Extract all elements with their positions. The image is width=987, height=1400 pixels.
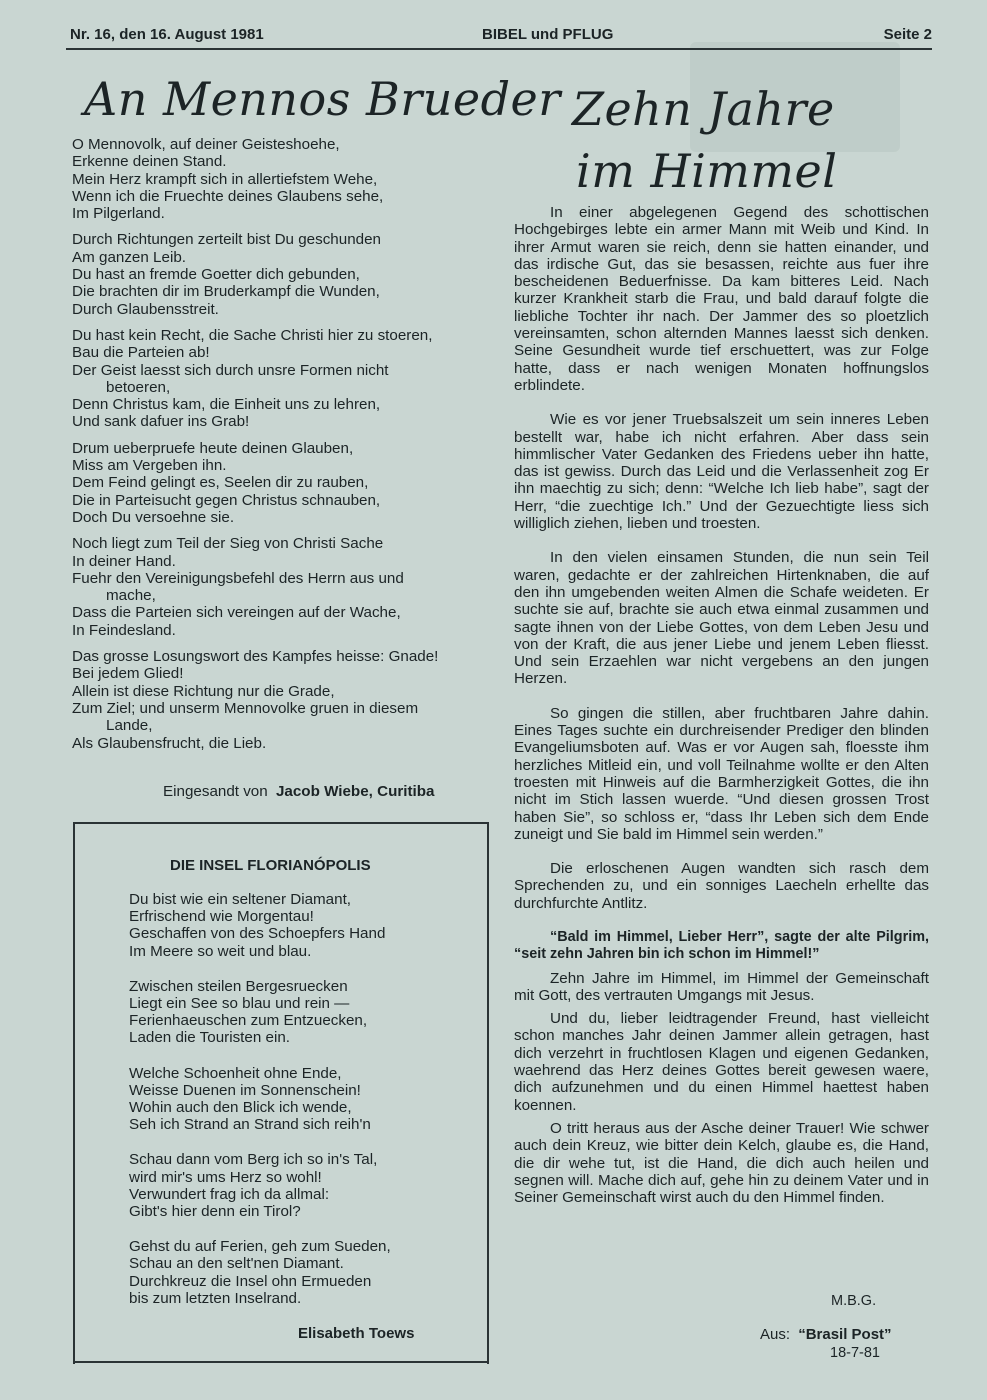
poem1-line: Der Geist laesst sich durch unsre Formen nicht <box>72 361 389 379</box>
poem2-line: Im Meere so weit und blau. <box>129 942 312 960</box>
poem1-body <box>72 136 492 761</box>
poem1-line: Denn Christus kam, die Einheit uns zu lehren, <box>72 396 381 414</box>
poem1-line: Du hast an fremde Goetter dich gebunden, <box>72 266 360 284</box>
poem2-author: Elisabeth Toews <box>298 1325 415 1342</box>
poem1-stanza <box>72 535 492 639</box>
sent-author: Jacob Wiebe, Curitiba <box>275 783 435 800</box>
poem1-line: Das grosse Losungswort des Kampfes heisse: Gnade! <box>72 648 439 666</box>
poem2-line: Erfrischend wie Morgentau! <box>129 908 314 926</box>
poem1-stanza <box>72 648 492 752</box>
poem1-line: Wenn ich die Fruechte deines Glaubens sehe, <box>72 187 384 205</box>
poem2-stanza <box>129 978 469 1047</box>
poem1-line: Und sank dafuer ins Grab! <box>72 413 250 431</box>
poem1-line: Doch Du versoehne sie. <box>72 508 235 526</box>
poem1-stanza <box>72 231 492 317</box>
poem2-stanza <box>129 1238 469 1307</box>
poem2-line: Schau an den selt'nen Diamant. <box>129 1255 344 1273</box>
article-paragraph: O tritt heraus aus der Asche deiner Trauer! Wie schwer auch dein Kreuz, wie bitter dein Kelch, glaube es, die Hand, die dir wehe tut, ist die Hand, die dich auch heilen und segnen will. Mache dich auf, gehe hin zu deinem Vater und in Seiner Gemeinschaft wirst auch du den Himmel finden. <box>514 1119 929 1207</box>
poem2-line: Laden die Touristen ein. <box>129 1029 290 1047</box>
article-paragraph: Die erloschenen Augen wandten sich rasch dem Sprechenden zu, und ein sonniges Laecheln erhellte das durchfurchte Antlitz. <box>514 860 929 912</box>
article-body <box>514 204 929 1212</box>
poem2-line: Welche Schoenheit ohne Ende, <box>129 1064 342 1082</box>
poem2-stanza <box>129 1151 469 1220</box>
poem1-line: Als Glaubensfrucht, die Lieb. <box>72 734 267 752</box>
poem1-title: An Mennos Brueder <box>84 72 561 126</box>
poem2-line: Du bist wie ein seltener Diamant, <box>129 891 352 908</box>
page-number: Seite 2 <box>883 26 932 43</box>
poem1-line: Am ganzen Leib. <box>72 248 186 266</box>
source-label: Aus: <box>760 1326 791 1343</box>
article-paragraph: In einer abgelegenen Gegend des schottischen Hochgebirges lebte ein armer Mann mit Weib und Kind. In ihrer Armut waren sie reich, denn sie hatten einander, und das irdische Gut, das sie besassen, reichte aus fuer ihre bescheidenen Beduerfnisse. Da kam bitteres Leid. Nach kurzer Krankheit starb die Frau, und bald darauf folgte die liebliche Tochter ihr nach. Der Jammer des so ploetzlich vereinsamten, schon alternden Mannes laesst sich denken. Seine Gesundheit wurde tief erschuettert, was zur Folge hatte, dass er nach wenigen Monaten hoffnungslos erblindete. <box>514 204 929 394</box>
poem2-line: Wohin auch den Blick ich wende, <box>129 1099 352 1117</box>
article-title-line2: im Himmel <box>576 144 838 198</box>
paper-name: BIBEL und PFLUG <box>482 26 614 43</box>
poem2-line: Seh ich Strand an Strand sich reih'n <box>129 1116 371 1134</box>
poem1-stanza <box>72 327 492 431</box>
poem1-line: Mein Herz krampft sich in allertiefstem Wehe, <box>72 170 378 188</box>
poem1-line: Allein ist diese Richtung nur die Grade, <box>72 682 335 700</box>
article-paragraph: Zehn Jahre im Himmel, im Himmel der Gemeinschaft mit Gott, des vertrauten Umgangs mit Jesus. <box>514 969 929 1004</box>
poem2-line: Verwundert frag ich da allmal: <box>129 1185 330 1203</box>
poem2-line: Geschaffen von des Schoepfers Hand <box>129 925 386 943</box>
source-name: “Brasil Post” <box>798 1326 892 1343</box>
poem1-stanza <box>72 440 492 526</box>
poem2-line: Gibt's hier denn ein Tirol? <box>129 1203 301 1221</box>
poem1-line: Dass die Parteien sich vereingen auf der Wache, <box>72 604 401 622</box>
poem1-line: In deiner Hand. <box>72 552 176 570</box>
poem2-title: DIE INSEL FLORIANÓPOLIS <box>170 857 371 874</box>
article-paragraph: So gingen die stillen, aber fruchtbaren Jahre dahin. Eines Tages suchte ein durchreisender Prediger den blinden Evangeliumsboten auf. Was er vor Augen sah, floesste ihm herzliches Mitleid ein, und voll Teilnahme wollte er den Alten troesten mit Hinweis auf die Barmherzigkeit Gottes, die ihn nicht im Stich lassen wuerde. “Und diesen grossen Trost haben Sie”, so schloss er, “dass Ihr Leben sich dem Ende zuneigt und Sie bald im Himmel sein werden.” <box>514 704 929 843</box>
poem1-line: Durch Richtungen zerteilt bist Du geschunden <box>72 231 381 249</box>
poem1-line: Zum Ziel; und unserm Mennovolke gruen in diesem <box>72 699 419 717</box>
poem1-line: Durch Glaubensstreit. <box>72 300 219 318</box>
header-rule <box>66 48 932 50</box>
poem1-line: In Feindesland. <box>72 621 176 639</box>
poem1-line: Noch liegt zum Teil der Sieg von Christi Sache <box>72 535 384 553</box>
poem2-box-bottom-rule <box>73 1361 489 1363</box>
poem1-line: O Mennovolk, auf deiner Geisteshoehe, <box>72 136 340 153</box>
poem2-stanza <box>129 1065 469 1134</box>
article-source <box>760 1326 892 1343</box>
article-paragraph: Wie es vor jener Truebsalszeit um sein inneres Leben bestellt war, habe ich nicht erfahren. Aber dass sein himmlischer Vater Gedanken des Friedens ueber ihn hatte, das ist gewiss. Durch das Leid und die Verlassenheit zog Er ihn maechtig zu sich; denn: “Welche Ich lieb habe”, sagt der Herr, “die zuechtige Ich.” Und der Gezuechtigte liess sich williglich ziehen, lieben und troesten. <box>514 411 929 533</box>
poem2-body <box>129 891 469 1325</box>
article-initials: M.B.G. <box>831 1293 877 1309</box>
source-date: 18-7-81 <box>830 1345 880 1361</box>
poem1-line: Bau die Parteien ab! <box>72 344 210 362</box>
sent-label: Eingesandt von <box>163 783 268 800</box>
article-quote: “Bald im Himmel, Lieber Herr”, sagte der alte Pilgrim, “seit zehn Jahren bin ich schon im Himmel!” <box>514 928 929 963</box>
poem1-line: Du hast kein Recht, die Sache Christi hier zu stoeren, <box>72 326 433 344</box>
poem2-line: bis zum letzten Inselrand. <box>129 1289 302 1307</box>
page-header <box>70 24 932 46</box>
poem1-stanza <box>72 136 492 222</box>
poem1-line: Dem Feind gelingt es, Seelen dir zu rauben, <box>72 474 369 492</box>
poem1-line: Die brachten dir im Bruderkampf die Wunden, <box>72 283 380 301</box>
poem1-line: Fuehr den Vereinigungsbefehl des Herrn aus und <box>72 569 404 587</box>
poem1-line: Lande, <box>106 717 153 735</box>
poem1-line: Erkenne deinen Stand. <box>72 153 227 171</box>
poem1-line: Im Pilgerland. <box>72 205 165 223</box>
poem2-line: wird mir's ums Herz so wohl! <box>129 1168 322 1186</box>
poem1-line: Miss am Vergeben ihn. <box>72 457 227 475</box>
poem1-line: Drum ueberpruefe heute deinen Glauben, <box>72 439 354 457</box>
poem2-line: Gehst du auf Ferien, geh zum Sueden, <box>129 1238 391 1256</box>
article-paragraph: In den vielen einsamen Stunden, die nun sein Teil waren, gedachte er der zahlreichen Hirtenknaben, die auf den ihn umgebenden weiten Almen die Schafe weideten. Er suchte sie auf, brachte sie auch etwa einmal zusammen und sagte ihnen von der Liebe Gottes, von dem Leben Jesu und von der Kraft, die aus jener Liebe und jenem Leben fliesst. Und sein Erzaehlen war nicht vergebens an den jungen Herzen. <box>514 549 929 688</box>
poem1-line: betoeren, <box>106 378 171 396</box>
article-title-line1: Zehn Jahre <box>572 82 835 136</box>
poem1-line: Bei jedem Glied! <box>72 665 184 683</box>
poem1-line: mache, <box>106 587 156 605</box>
poem2-line: Liegt ein See so blau und rein — <box>129 995 350 1013</box>
poem2-line: Zwischen steilen Bergesruecken <box>129 977 348 995</box>
issue-line: Nr. 16, den 16. August 1981 <box>70 26 264 43</box>
poem1-credit <box>163 783 434 800</box>
poem1-line: Die in Parteisucht gegen Christus schnauben, <box>72 491 381 509</box>
poem2-line: Weisse Duenen im Sonnenschein! <box>129 1081 361 1099</box>
poem2-line: Schau dann vom Berg ich so in's Tal, <box>129 1151 378 1169</box>
poem2-stanza <box>129 891 469 960</box>
article-paragraph: Und du, lieber leidtragender Freund, hast vielleicht schon manches Jahr deinen Jammer allein getragen, hast dich verzehrt in fruchtlosen Klagen und eigenen Gedanken, waehrend das Herz deines Gottes bereit gewesen waere, dich aufzunehmen und du einen Himmel haettest haben koennen. <box>514 1010 929 1114</box>
poem2-line: Durchkreuz die Insel ohn Ermueden <box>129 1272 372 1290</box>
poem2-line: Ferienhaeuschen zum Entzuecken, <box>129 1012 368 1030</box>
